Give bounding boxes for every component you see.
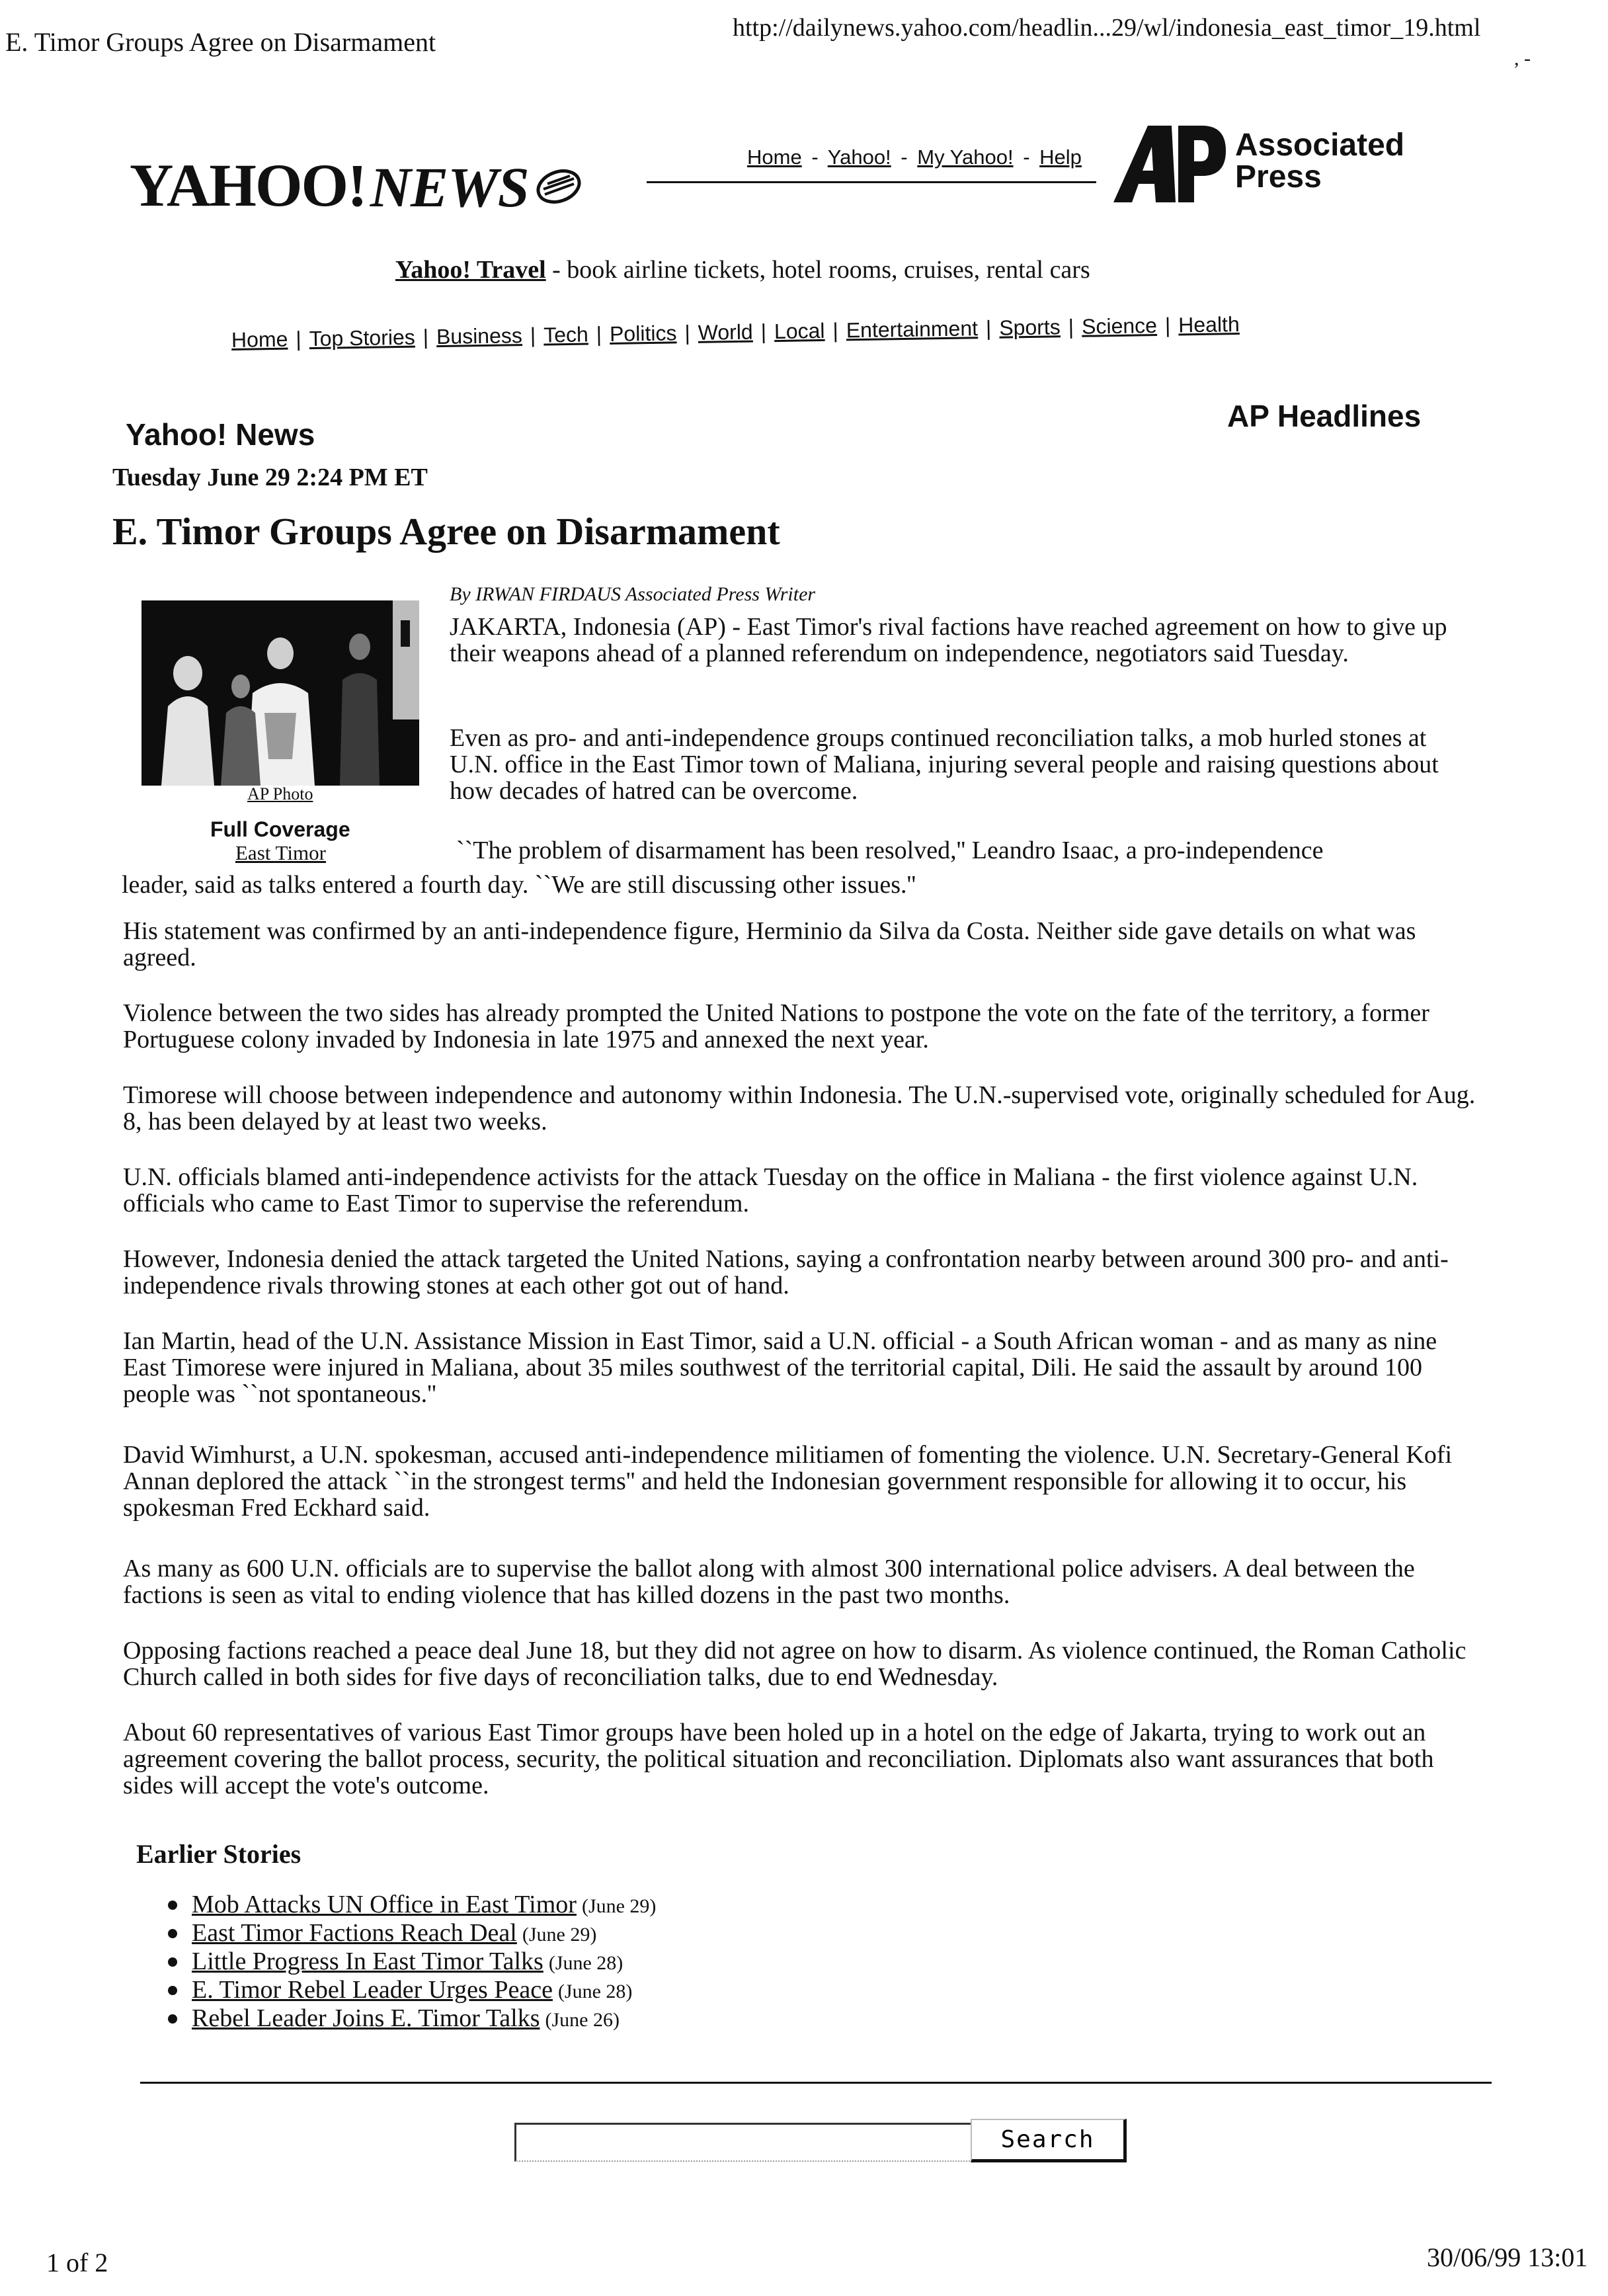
- nav-separator: |: [422, 325, 429, 349]
- nav-separator: |: [832, 318, 839, 343]
- nav-health[interactable]: Health: [1178, 312, 1240, 337]
- article-paragraph: Opposing factions reached a peace deal June 18, but they did not agree on how to disarm. As violence continued, the Roman Catholic Church called in both sides for five days of reconciliation talks, due to end Wednesday.: [123, 1637, 1467, 1691]
- nav-politics[interactable]: Politics: [609, 321, 677, 347]
- nav-separator: |: [684, 321, 690, 345]
- nav-separator: |: [296, 327, 302, 351]
- list-item: [192, 1891, 656, 1920]
- nav-tech[interactable]: Tech: [543, 322, 589, 347]
- section-nav: [231, 312, 1240, 352]
- full-coverage-label: Full Coverage: [210, 817, 350, 841]
- article-byline: By IRWAN FIRDAUS Associated Press Writer: [450, 583, 816, 605]
- earlier-story-date: (June 28): [548, 1952, 623, 1974]
- earlier-story-link[interactable]: East Timor Factions Reach Deal: [192, 1919, 517, 1947]
- ap-name-line-1: Associated: [1235, 128, 1405, 163]
- bullet-icon: [168, 1957, 177, 1967]
- list-item: [192, 2005, 656, 2033]
- associated-press-wordmark: [1235, 130, 1404, 193]
- yahoo-news-logo[interactable]: [130, 149, 582, 219]
- list-item: [192, 1977, 656, 2005]
- nav-separator: |: [760, 319, 767, 344]
- article-paragraph: Even as pro- and anti-independence groups continued reconciliation talks, a mob hurled stones at U.N. office in the East Timor town of Maliana, injuring several people and raising questions about how decades of hatred can be overcome.: [450, 724, 1439, 805]
- travel-promo: [395, 255, 1090, 284]
- article-paragraph-quote-lead: ``The problem of disarmament has been resolved,'' Leandro Isaac, a pro-independence: [456, 837, 1324, 864]
- full-coverage-east-timor-link[interactable]: East Timor: [235, 841, 326, 864]
- section-title: Yahoo! News: [126, 417, 315, 452]
- logo-yahoo-text: YAHOO!: [130, 151, 366, 219]
- masthead-rule: [647, 181, 1096, 183]
- nav-sports[interactable]: Sports: [999, 315, 1061, 340]
- earlier-story-link[interactable]: E. Timor Rebel Leader Urges Peace: [192, 1976, 553, 2004]
- nav-entertainment[interactable]: Entertainment: [846, 316, 979, 343]
- earlier-story-date: (June 29): [522, 1924, 597, 1946]
- nav-business[interactable]: Business: [436, 323, 523, 349]
- print-page-url: http://dailynews.yahoo.com/headlin...29/wl/indonesia_east_timor_19.html: [733, 14, 1481, 42]
- footer-rule: [140, 2082, 1492, 2084]
- nav-world[interactable]: World: [698, 319, 753, 345]
- article-photo-image: [141, 600, 419, 786]
- article-photo[interactable]: [141, 600, 419, 786]
- list-item: [192, 1948, 656, 1977]
- top-link-my-yahoo[interactable]: My Yahoo!: [917, 145, 1014, 169]
- search-input[interactable]: [514, 2123, 981, 2162]
- newspaper-icon: [536, 169, 582, 204]
- nav-home[interactable]: Home: [231, 327, 288, 352]
- article-paragraph: However, Indonesia denied the attack targeted the United Nations, saying a confrontation nearby between around 300 pro- and anti-independence rivals throwing stones at each other got out of hand.: [123, 1245, 1449, 1299]
- article-dateline: Tuesday June 29 2:24 PM ET: [112, 464, 428, 491]
- article-paragraph: Ian Martin, head of the U.N. Assistance Mission in East Timor, said a U.N. official - a South African woman - and as many as nine East Timorese were injured in Maliana, about 35 miles southwest of the territorial capital, Dili. He said the assault by around 100 people was ``not spontaneous.'': [123, 1327, 1437, 1408]
- article-paragraph: David Wimhurst, a U.N. spokesman, accused anti-independence militiamen of fomenting the violence. U.N. Secretary-General Kofi Annan deplored the attack ``in the strongest terms'' and held the Indonesian government responsible for allowing it to occur, his spokesman Fred Eckhard said.: [123, 1441, 1453, 1522]
- earlier-stories-list: [192, 1891, 656, 2033]
- nav-separator: |: [596, 322, 602, 347]
- nav-science[interactable]: Science: [1081, 313, 1158, 339]
- earlier-story-date: (June 29): [581, 1895, 657, 1917]
- earlier-story-link[interactable]: Mob Attacks UN Office in East Timor: [192, 1891, 577, 1918]
- travel-promo-text: - book airline tickets, hotel rooms, cruises, rental cars: [545, 256, 1090, 284]
- ap-headlines-title: AP Headlines: [1227, 399, 1422, 433]
- bullet-icon: [168, 2014, 177, 2024]
- earlier-story-link[interactable]: Little Progress In East Timor Talks: [192, 1948, 543, 1975]
- earlier-story-date: (June 28): [557, 1981, 633, 2002]
- print-mark: , -: [1514, 48, 1531, 69]
- top-link-help[interactable]: Help: [1039, 145, 1082, 169]
- yahoo-travel-link[interactable]: Yahoo! Travel: [395, 256, 546, 284]
- article-paragraph: Timorese will choose between independence and autonomy within Indonesia. The U.N.-supervised vote, originally scheduled for Aug. 8, has been delayed by at least two weeks.: [123, 1081, 1476, 1135]
- nav-top-stories[interactable]: Top Stories: [309, 325, 415, 351]
- earlier-story-date: (June 26): [545, 2009, 620, 2031]
- article-headline: E. Timor Groups Agree on Disarmament: [112, 510, 780, 553]
- article-paragraph: About 60 representatives of various East Timor groups have been holed up in a hotel on the edge of Jakarta, trying to work out an agreement covering the ballot process, security, the political situation and reconciliation. Diplomats also want assurances that both sides will accept the vote's outcome.: [123, 1719, 1434, 1799]
- article-paragraph: Violence between the two sides has already prompted the United Nations to postpone the vote on the fate of the territory, a former Portuguese colony invaded by Indonesia in late 1975 and annexed the next year.: [123, 999, 1429, 1053]
- list-item: [192, 1920, 656, 1948]
- logo-news-text: NEWS: [370, 155, 529, 219]
- top-link-home[interactable]: Home: [747, 145, 802, 169]
- search-button[interactable]: Search: [971, 2119, 1127, 2162]
- article-paragraph: His statement was confirmed by an anti-independence figure, Herminio da Silva da Costa. Neither side gave details on what was agreed.: [123, 917, 1416, 971]
- article-paragraph: U.N. officials blamed anti-independence activists for the attack Tuesday on the office in Maliana - the first violence against U.N. officials who came to East Timor to supervise the referendum.: [123, 1163, 1418, 1217]
- earlier-stories-title: Earlier Stories: [136, 1839, 302, 1869]
- top-links: [747, 145, 1082, 169]
- article-paragraph: JAKARTA, Indonesia (AP) - East Timor's rival factions have reached agreement on how to give up their weapons ahead of a planned referendum on independence, negotiators said Tuesday.: [450, 613, 1447, 667]
- nav-separator: |: [1164, 313, 1171, 337]
- earlier-story-link[interactable]: Rebel Leader Joins E. Timor Talks: [192, 2004, 540, 2032]
- print-page-title: E. Timor Groups Agree on Disarmament: [5, 27, 436, 57]
- nav-separator: |: [985, 315, 992, 341]
- nav-local[interactable]: Local: [774, 318, 825, 344]
- top-link-separator: -: [901, 145, 908, 169]
- top-link-separator: -: [811, 145, 819, 169]
- top-link-yahoo[interactable]: Yahoo!: [827, 145, 891, 169]
- print-page-count: 1 of 2: [46, 2248, 108, 2277]
- nav-separator: |: [1068, 314, 1074, 339]
- ap-name-line-2: Press: [1235, 159, 1322, 194]
- nav-separator: |: [530, 323, 536, 347]
- bullet-icon: [168, 1929, 177, 1938]
- top-link-separator: -: [1023, 145, 1030, 169]
- bullet-icon: [168, 1986, 177, 1995]
- associated-press-logo-icon: [1109, 120, 1228, 206]
- photo-credit-link[interactable]: AP Photo: [247, 784, 313, 803]
- bullet-icon: [168, 1901, 177, 1910]
- print-timestamp: 30/06/99 13:01: [1427, 2242, 1588, 2272]
- article-paragraph-quote-continued: leader, said as talks entered a fourth day. ``We are still discussing other issues.'': [122, 871, 916, 899]
- article-paragraph: As many as 600 U.N. officials are to supervise the ballot along with almost 300 international police advisers. A deal between the factions is seen as vital to ending violence that has killed dozens in the past two months.: [123, 1555, 1415, 1609]
